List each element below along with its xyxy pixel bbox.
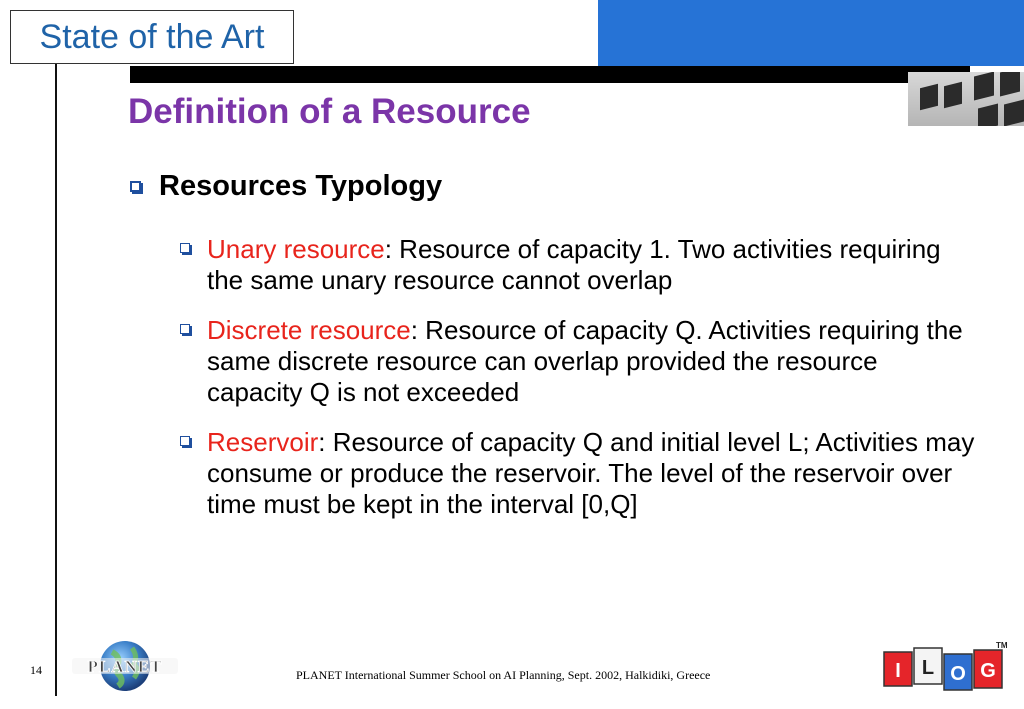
square-bullet-icon [130, 181, 141, 192]
square-bullet-icon [180, 324, 190, 334]
section-title: State of the Art [39, 17, 265, 56]
item-term: Unary resource [207, 234, 385, 264]
ilog-letter: O [950, 663, 966, 685]
item-description: : Resource of capacity Q and initial level L; Activities may consume or produce the reservoir. The level of the reservoir over time must be kept in the interval [0,Q] [207, 427, 975, 519]
left-vertical-rule [55, 64, 57, 696]
ilog-logo [880, 640, 1014, 698]
page-number: 14 [30, 663, 42, 677]
planet-logo-text: PLANET [87, 657, 163, 676]
planet-logo [70, 638, 180, 696]
item-description: : Resource of capacity 1. Two activities requiring the same unary resource cannot overlap [207, 234, 941, 295]
section-title-box [10, 10, 294, 64]
square-bullet-icon [180, 436, 190, 446]
ilog-trademark: TM [996, 641, 1008, 650]
slide-title: Definition of a Resource [128, 92, 531, 131]
item-description: : Resource of capacity Q. Activities requiring the same discrete resource can overlap provided the resource capacity Q is not exceeded [207, 315, 963, 407]
list-item [180, 315, 980, 408]
list-item [180, 427, 980, 520]
footer-text: PLANET International Summer School on AI Planning, Sept. 2002, Halkidiki, Greece [296, 668, 711, 682]
item-term: Reservoir [207, 427, 319, 457]
ilog-letter: G [980, 660, 996, 682]
heading-text: Resources Typology [159, 170, 443, 202]
header-blue-block [598, 0, 1024, 66]
item-term: Discrete resource [207, 315, 411, 345]
header-divider-bar [130, 66, 970, 83]
square-bullet-icon [180, 243, 190, 253]
list-item [180, 234, 980, 296]
heading-bullet [130, 170, 442, 203]
ilog-letter: L [921, 657, 935, 679]
building-image [908, 72, 1024, 126]
ilog-letter: I [895, 660, 901, 682]
